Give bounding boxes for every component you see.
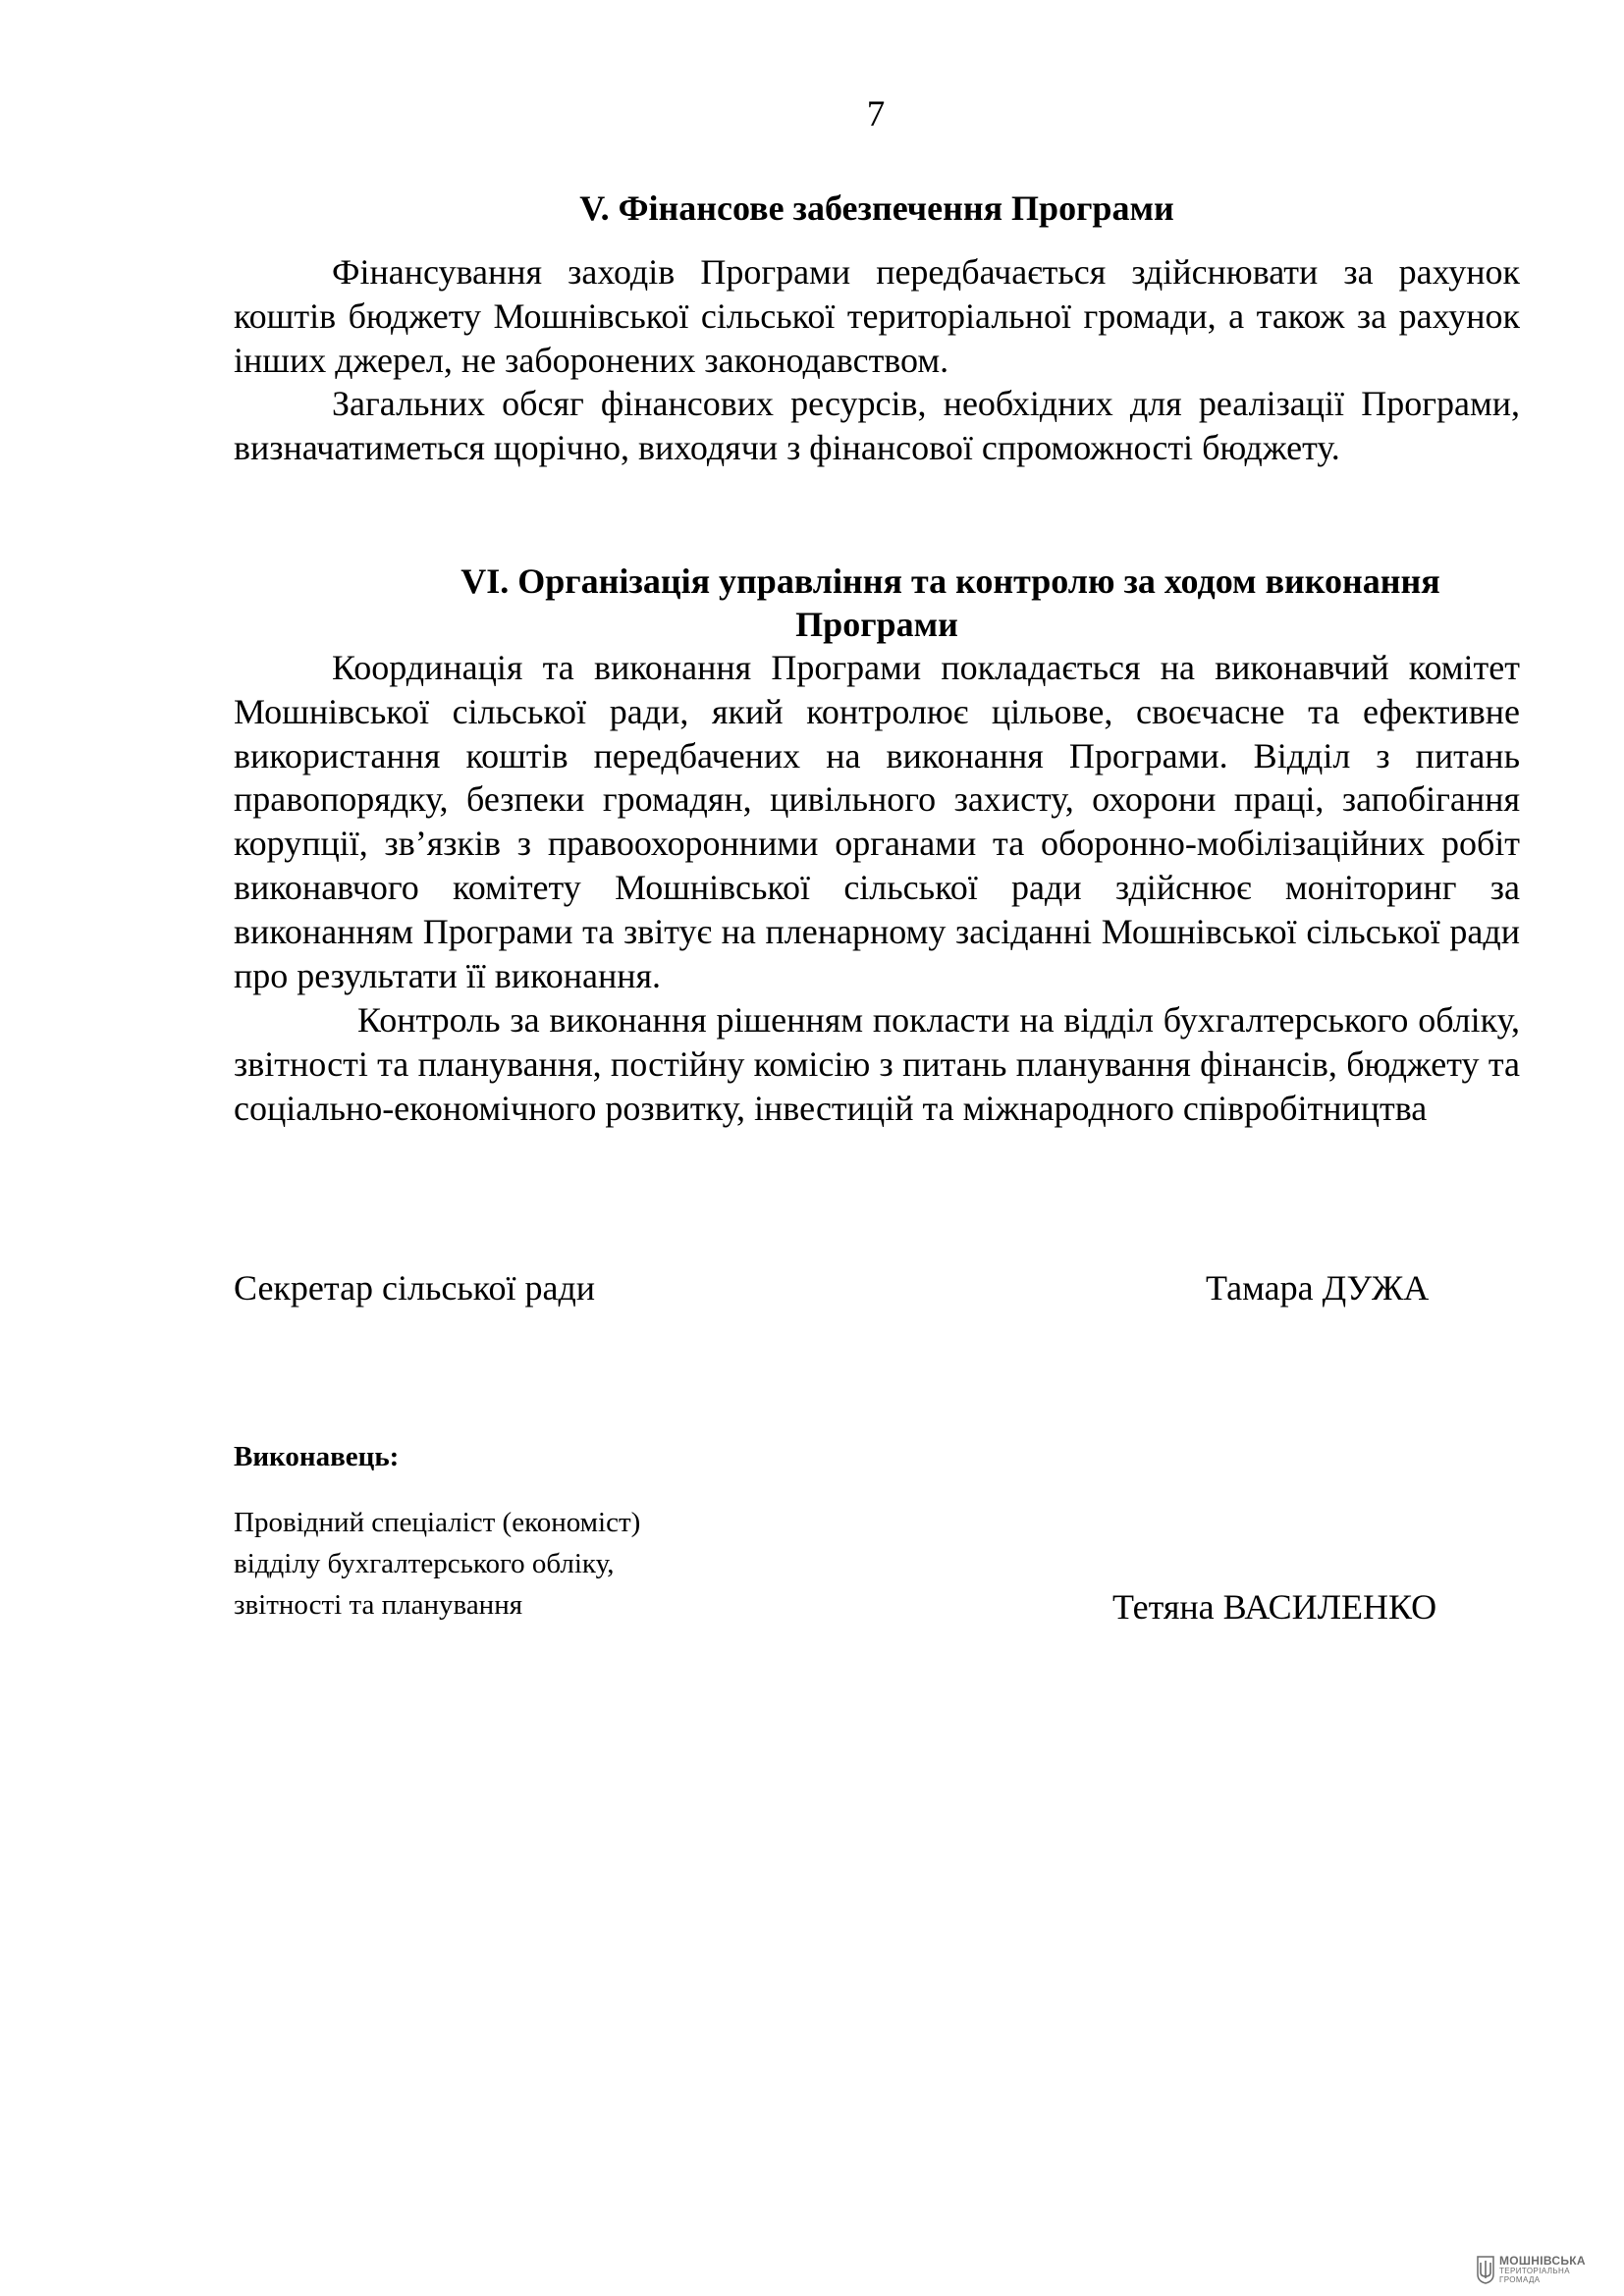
- section-5-title: V. Фінансове забезпечення Програми: [579, 188, 1174, 228]
- page-number: 7: [866, 94, 886, 134]
- executor-label: Виконавець:: [234, 1441, 400, 1472]
- executor-role-line-1: Провідний спеціаліст (економіст): [234, 1507, 641, 1538]
- section-6-title-line-1: VI. Організація управління та контролю за ходом виконання: [460, 561, 1440, 601]
- logo-line-3: ГРОМАДА: [1499, 2275, 1541, 2284]
- community-logo: [1476, 2250, 1623, 2289]
- section-5-paragraph-2: Загальних обсяг фінансових ресурсів, необхідних для реалізації Програми, визначатиметься щорічно, виходячи з фінансової спроможності бюджету.: [234, 384, 1520, 467]
- signature-name: Тамара ДУЖА: [1206, 1268, 1430, 1308]
- section-6-paragraph-2: Контроль за виконання рішенням покласти на відділ бухгалтерського обліку, звітності та планування, постійну комісію з питань планування фінансів, бюджету та соціально-економічного розвитку, інвестицій та міжнародного співробітництва: [234, 1000, 1520, 1128]
- executor-name: Тетяна ВАСИЛЕНКО: [1112, 1587, 1437, 1627]
- section-6-title-line-2: Програми: [795, 605, 958, 644]
- executor-role-line-2: відділу бухгалтерського обліку,: [234, 1548, 615, 1579]
- section-5-paragraph-1: Фінансування заходів Програми передбачається здійснювати за рахунок коштів бюджету Мошнівської сільської територіальної громади, а також за рахунок інших джерел, не заборонених законодавством.: [234, 252, 1520, 380]
- signature-position: Секретар сільської ради: [234, 1268, 596, 1308]
- section-6-paragraph-1: Координація та виконання Програми покладається на виконавчий комітет Мошнівської сільської ради, який контролює цільове, своєчасне та ефективне використання коштів передбачених на виконання Програми. Відділ з питань правопорядку, безпеки громадян, цивільного захисту, охорони праці, запобігання корупції, зв’язків з правоохоронними органами та оборонно-мобілізаційних робіт виконавчого комітету Мошнівської сільської ради здійснює моніторинг за виконанням Програми та звітує на пленарному засіданні Мошнівської сільської ради про результати її виконання.: [234, 648, 1520, 995]
- trident-icon: [1476, 2255, 1495, 2284]
- logo-line-2: ТЕРИТОРІАЛЬНА: [1499, 2267, 1570, 2275]
- executor-role-line-3: звітності та планування: [234, 1589, 523, 1621]
- logo-line-1: МОШНІВСЬКА: [1499, 2254, 1586, 2268]
- executor-role: [234, 1502, 640, 1626]
